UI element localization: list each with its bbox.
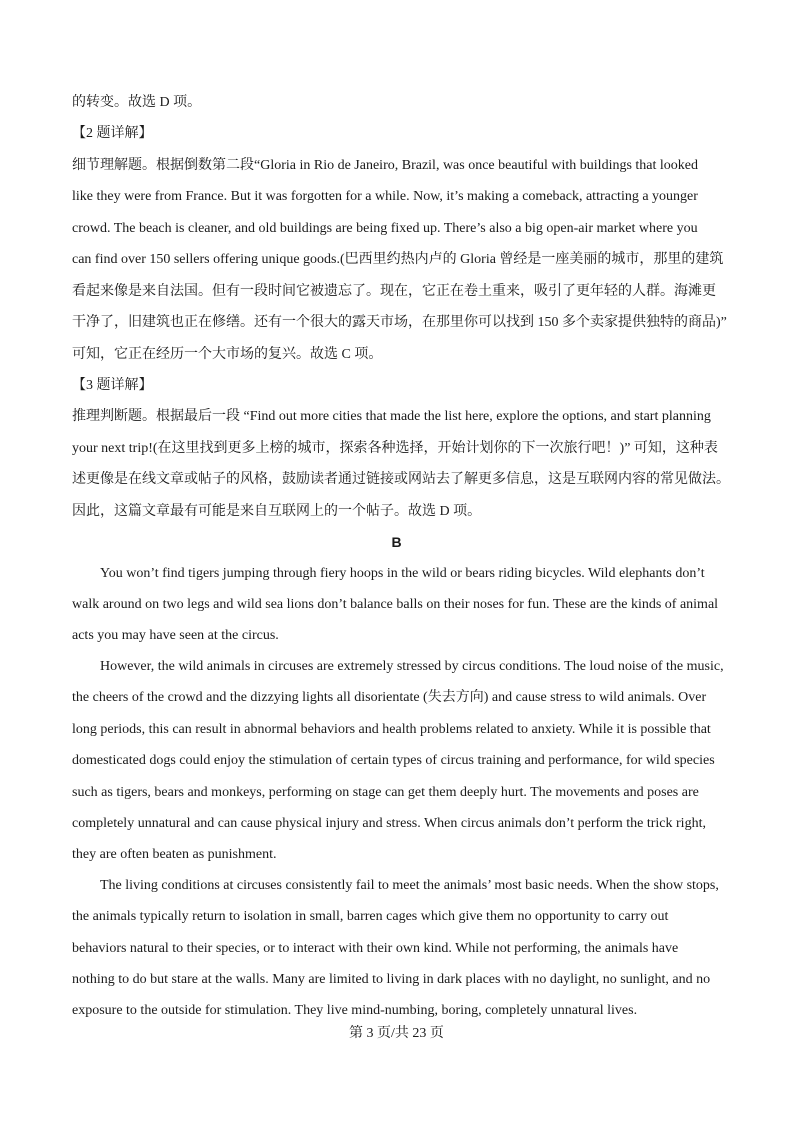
paragraph-first-line: However, the wild animals in circuses are extremely stressed by circus conditions. The loud noise of the music, (100, 659, 724, 674)
text-line: your next trip!(在这里找到更多上榜的城市，探索各种选择，开始计划你的下一次旅行吧！)” 可知，这种表 (72, 441, 718, 456)
text-line: they are often beaten as punishment. (72, 847, 277, 862)
text-line: completely unnatural and can cause physical injury and stress. When circus animals don’t perform the trick right, (72, 816, 706, 831)
text-line: such as tigers, bears and monkeys, performing on stage can get them deeply hurt. The movements and poses are (72, 785, 699, 800)
passage-heading: B (391, 534, 402, 550)
text-line: like they were from France. But it was forgotten for a while. Now, it’s making a comeback, attracting a younger (72, 189, 698, 204)
text-line: 看起来像是来自法国。但有一段时间它被遗忘了。现在，它正在卷土重来，吸引了更年轻的人群。海滩更 (72, 284, 716, 299)
text-line: nothing to do but stare at the walls. Many are limited to living in dark places with no daylight, no sunlight, and no (72, 972, 711, 987)
text-line: the cheers of the crowd and the dizzying lights all disorientate (失去方向) and cause stress to wild animals. Over (72, 690, 707, 705)
text-line: 推理判断题。根据最后一段 “Find out more cities that made the list here, explore the options, and start planning (72, 409, 711, 424)
text-line: 可知，它正在经历一个大市场的复兴。故选 C 项。 (72, 347, 383, 362)
text-line: domesticated dogs could enjoy the stimulation of certain types of circus training and performance, for wild species (72, 753, 715, 768)
text-line: 述更像是在线文章或帖子的风格，鼓励读者通过链接或网站去了解更多信息，这是互联网内容的常见做法。 (72, 472, 730, 487)
text-line: crowd. The beach is cleaner, and old buildings are being fixed up. There’s also a big open-air market where you (72, 221, 698, 236)
text-line: exposure to the outside for stimulation. They live mind-numbing, boring, completely unnatural lives. (72, 1003, 638, 1018)
paragraph-first-line: You won’t find tigers jumping through fiery hoops in the wild or bears riding bicycles. Wild elephants don’t (100, 566, 705, 581)
section-heading-q2: 【2 题详解】 (72, 126, 153, 141)
text-line: 的转变。故选 D 项。 (72, 95, 202, 110)
page-number-footer: 第 3 页/共 23 页 (349, 1026, 444, 1041)
text-line: can find over 150 sellers offering unique goods.(巴西里约热内卢的 Gloria 曾经是一座美丽的城市，那里的建筑 (72, 252, 724, 267)
section-heading-q3: 【3 题详解】 (72, 378, 153, 393)
text-line: 因此，这篇文章最有可能是来自互联网上的一个帖子。故选 D 项。 (72, 504, 482, 519)
text-line: behaviors natural to their species, or to interact with their own kind. While not performing, the animals have (72, 941, 679, 956)
text-line: long periods, this can result in abnormal behaviors and health problems related to anxiety. While it is possible that (72, 722, 711, 737)
text-line: 细节理解题。根据倒数第二段“Gloria in Rio de Janeiro, Brazil, was once beautiful with buildings that looked (72, 158, 699, 173)
text-line: walk around on two legs and wild sea lions don’t balance balls on their noses for fun. These are the kinds of animal (72, 597, 719, 612)
paragraph-first-line: The living conditions at circuses consistently fail to meet the animals’ most basic needs. When the show stops, (100, 878, 719, 893)
text-line: the animals typically return to isolation in small, barren cages which give them no opportunity to carry out (72, 909, 669, 924)
text-line: 干净了，旧建筑也正在修缮。还有一个很大的露天市场，在那里你可以找到 150 多个卖家提供独特的商品)” (72, 315, 727, 330)
text-line: acts you may have seen at the circus. (72, 628, 279, 643)
